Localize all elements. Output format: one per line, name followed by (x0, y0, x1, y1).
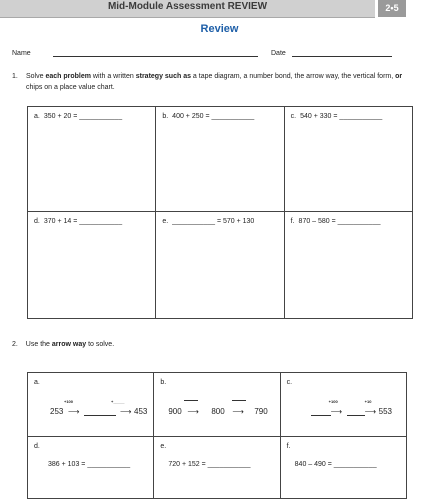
question-d (34, 218, 122, 225)
arrow-icon: ⟶ (120, 407, 132, 416)
problem1-cell-e[interactable] (156, 212, 284, 319)
answer-blank[interactable] (311, 408, 331, 416)
instr-bold: arrow way (51, 341, 87, 348)
arrow-icon: ⟶ (364, 407, 377, 416)
question-e (162, 218, 254, 225)
end-value: 553 (378, 407, 393, 416)
name-label: Name (12, 50, 31, 57)
instr-part: to solve. (86, 341, 115, 348)
question-label: a. (34, 113, 40, 120)
question-label: f. (286, 443, 291, 450)
problem2-cell-b[interactable] (154, 373, 280, 437)
grade-badge: 2•5 (378, 0, 406, 17)
question-text: 370 + 14 = ___________ (43, 218, 123, 225)
step2-label: +10 (364, 399, 372, 404)
review-title: Review (200, 23, 239, 35)
step-blank[interactable] (184, 398, 198, 401)
step-blank[interactable] (232, 398, 246, 401)
name-row (12, 50, 258, 57)
start-value: 253 (50, 407, 64, 416)
answer-blank[interactable] (347, 408, 365, 416)
question-label: c. (290, 113, 297, 120)
arrow-icon: ⟶ (68, 407, 80, 416)
date-label: Date (271, 50, 286, 57)
question-b (162, 113, 254, 120)
question-label: c. (286, 379, 293, 386)
problem2-cell-c[interactable] (280, 373, 406, 437)
question-label: b. (162, 113, 169, 120)
question-text: 350 + 20 = ___________ (43, 113, 123, 120)
question-label: d. (34, 218, 40, 225)
answer-blank[interactable] (84, 408, 116, 416)
date-field[interactable] (292, 56, 392, 57)
mid-value: 800 (211, 407, 225, 416)
question-label: a. (34, 379, 40, 386)
arrow-icon: ⟶ (232, 407, 244, 416)
problem1-text (26, 71, 412, 93)
question-label: e. (160, 443, 167, 450)
problem1-cell-c[interactable] (284, 107, 412, 212)
header-title: Mid-Module Assessment REVIEW (107, 1, 268, 12)
problem1-instructions (12, 71, 412, 93)
problem1-grid (27, 106, 413, 319)
instr-bold: or (395, 73, 403, 80)
question-text: 720 + 152 = ___________ (168, 461, 251, 468)
problem2-grid (27, 372, 407, 499)
question-text: 386 + 103 = ___________ (48, 461, 131, 468)
question-label: b. (160, 379, 167, 386)
date-row (271, 50, 392, 57)
question-f (291, 218, 381, 225)
question-text: 540 + 330 = ___________ (300, 113, 383, 120)
problem1-cell-a[interactable] (28, 107, 156, 212)
problem1-cell-b[interactable] (156, 107, 284, 212)
question-text: 840 – 490 = ___________ (294, 461, 377, 468)
end-value: 790 (254, 407, 268, 416)
problem2-cell-a[interactable] (28, 373, 154, 437)
question-text: ___________ = 570 + 130 (172, 218, 255, 225)
problem2-cell-f[interactable] (280, 437, 406, 499)
arrow-icon: ⟶ (187, 407, 199, 416)
instr-part: Use the (25, 341, 52, 348)
problem1-cell-d[interactable] (28, 212, 156, 319)
step1-label: +100 (328, 399, 338, 404)
start-value: 900 (168, 407, 182, 416)
question-text: 400 + 250 = ___________ (172, 113, 255, 120)
instr-bold: strategy such as (135, 73, 191, 80)
end-value: 453 (134, 407, 148, 416)
name-field[interactable] (53, 56, 258, 57)
problem2-text (26, 341, 114, 348)
problem2-instructions (12, 341, 114, 348)
instr-part: with a written (90, 73, 136, 80)
problem2-number: 2. (12, 341, 18, 348)
question-c (291, 113, 383, 120)
question-text: 870 – 580 = ___________ (298, 218, 381, 225)
problem1-cell-f[interactable] (284, 212, 412, 319)
problem2-cell-e[interactable] (154, 437, 280, 499)
instr-part: a tape diagram, a number bond, the arrow way, the vertical form, (190, 73, 396, 80)
question-label: d. (34, 443, 40, 450)
step2-label: +_____ (111, 399, 125, 404)
instr-part: Solve (26, 73, 46, 80)
problem2-cell-d[interactable] (28, 437, 154, 499)
arrow-icon: ⟶ (330, 407, 343, 416)
step1-label: +100 (64, 399, 74, 404)
question-label: f. (290, 218, 295, 225)
page-header (0, 0, 439, 17)
instr-part: chips on a place value chart. (26, 84, 115, 91)
instr-bold: each problem (45, 73, 91, 80)
question-label: e. (162, 218, 169, 225)
problem1-number: 1. (12, 73, 18, 80)
question-a (34, 113, 122, 120)
